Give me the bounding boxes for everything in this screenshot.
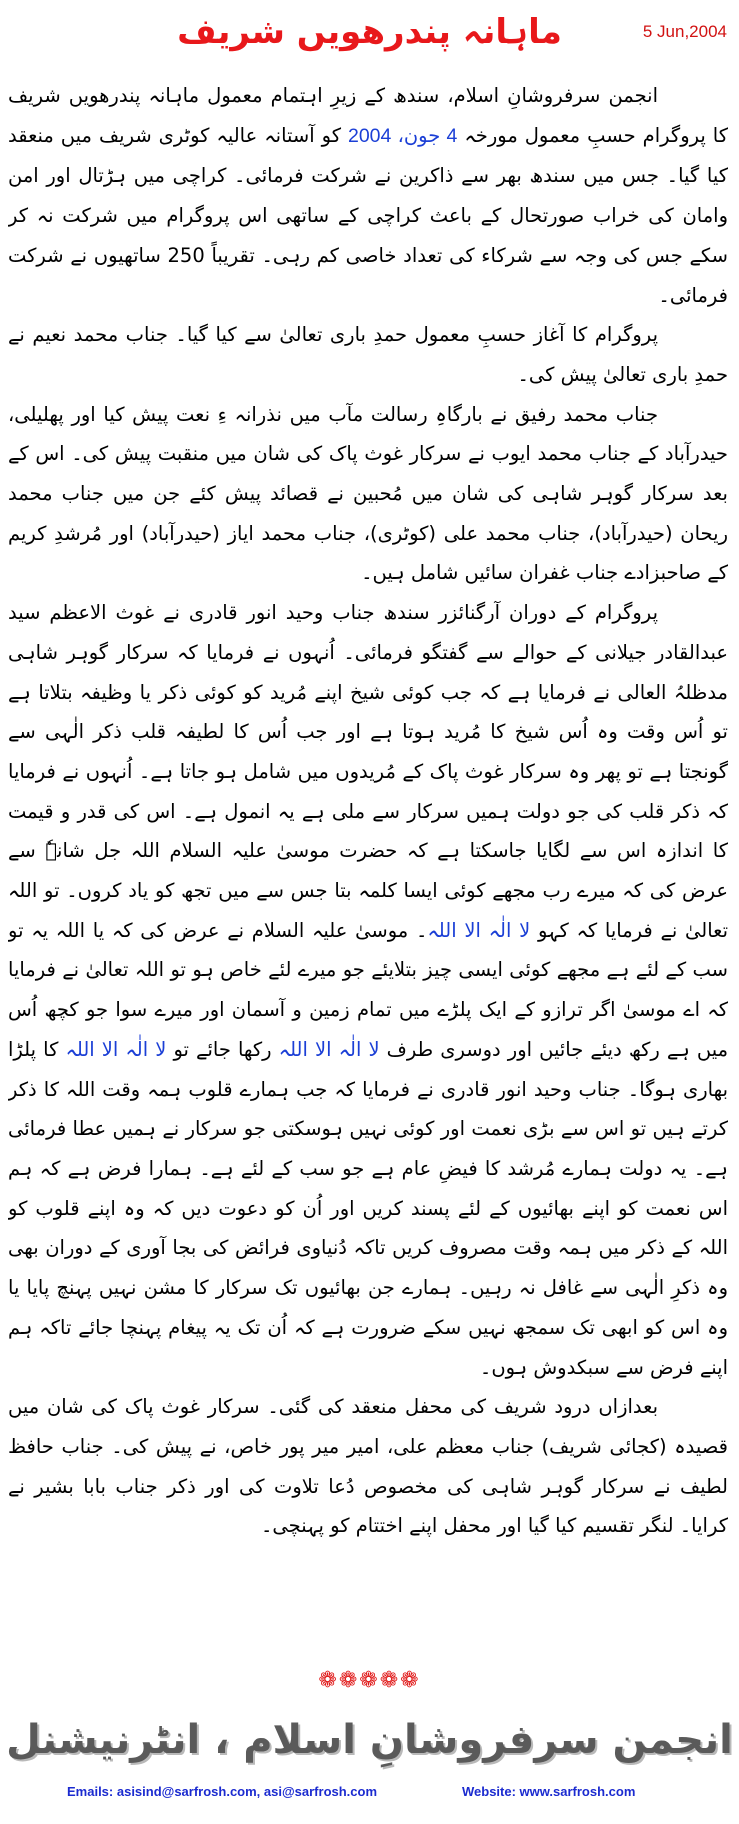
paragraph-opening: پروگرام کا آغاز حسبِ معمول حمدِ باری تعالیٰ سے کیا گیا۔ جناب محمد نعیم نے حمدِ باری تعالیٰ پیش کی۔ [8, 323, 728, 386]
page-title: ماہانہ پندرھویں شریف [177, 12, 562, 52]
speech-text-b: ۔ موسیٰ علیہ السلام نے عرض کی کہ یا اللہ یہ تو سب کے لئے ہے مجھے کوئی ایسی چیز بتلایئے جو میرے لئے خاص ہو تو اللہ تعالیٰ نے فرمایا کہ اے موسیٰ اگر ترازو کے ایک پلڑے میں تمام زمین و آسمان اور میرے سوا جو کچھ اُس میں ہے رکھ دیئے جائیں اور دوسری طرف [8, 918, 728, 1061]
website-link[interactable]: Website: www.sarfrosh.com [462, 1784, 636, 1799]
speech-text-a: پروگرام کے دوران آرگنائزر سندھ جناب وحید انور قادری نے غوث الاعظم سید عبدالقادر جیلانی کے حوالے سے گفتگو فرمائی۔ اُنہوں نے فرمایا کہ سرکار گوہر شاہی مدظلہُ العالی نے فرمایا ہے کہ جب کوئی شیخ اپنے مُرید کو کوئی ذکر یا وظیفہ بتلاتا ہے تو اُس وقت وہ اُس شیخ کا مُرید ہوتا ہے اور جب اُس کا لطیفہ قلب ذکر الٰہی سے گونجتا ہے تو پھر وہ سرکار غوث پاک کے مُریدوں میں شامل ہو جاتا ہے۔ اُنہوں نے فرمایا کہ ذکر قلب کی جو دولت ہمیں سرکار سے ملی ہے یہ انمول ہے۔ اس کی قدر و قیمت کا اندازہ اس سے لگایا جاسکتا ہے کہ حضرت موسیٰ علیہ السلام اللہ جل شانہٗ سے عرض کی کہ میرے رب مجھے کوئی ایسا کلمہ بتا جس سے میں تجھ کو یاد کروں۔ تو اللہ تعالیٰ نے فرمایا کہ کہو [8, 601, 728, 942]
paragraph-closing: بعدازاں درود شریف کی محفل منعقد کی گئی۔ سرکار غوث پاک کی شان میں قصیدہ (کجائی شریف) جناب معظم علی، امیر میر پور خاص، نے پیش کی۔ جناب حافظ لطیف نے سرکار گوہر شاہی کی مخصوص دُعا تلاوت کی اور ذکر جناب بابا بشیر نے کرایا۔ لنگر تقسیم کیا گیا اور محفل اپنے اختتام کو پہنچی۔ [8, 1395, 728, 1538]
flower-ornament-icon: ❁❁❁❁❁ [318, 1668, 421, 1693]
paragraph-intro [8, 76, 728, 315]
event-date-highlight: 4 جون، 2004 [347, 124, 458, 147]
article-body [8, 76, 728, 1666]
kalima-highlight-3: لا الٰہ الا اللہ [65, 1037, 167, 1061]
intro-text-b: کو آستانہ عالیہ کوٹری شریف میں منعقد کیا گیا۔ جس میں سندھ بھر سے ذاکرین نے شرکت فرمائی۔ کراچی میں ہڑتال اور امن وامان کی خراب صورتحال کے باعث کراچی کے ساتھی اس پروگرام میں شرکت نہ کر سکے جس کی وجہ سے شرکاء کی تعداد خاصی کم رہی۔ تقریباً 250 ساتھیوں نے شرکت فرمائی۔ [8, 123, 728, 307]
paragraph-speech [8, 593, 728, 1387]
emails-text[interactable]: Emails: asisind@sarfrosh.com, asi@sarfrosh.com [67, 1784, 378, 1799]
kalima-highlight-2: لا الٰہ الا اللہ [278, 1037, 380, 1061]
organization-name: انجمن سرفروشانِ اسلام ، انٹرنیشنل [6, 1717, 733, 1763]
speech-text-c: رکھا جائے تو [173, 1037, 272, 1061]
speech-text-d: کا پلڑا بھاری ہوگا۔ جناب وحید انور قادری نے فرمایا کہ جب ہمارے قلوب ہمہ وقت اللہ کا ذکر کرتے ہیں تو اس سے بڑی نعمت اور کوئی نہیں ہوسکتی جو سرکار نے ہمیں عطا فرمائی ہے۔ یہ دولت ہمارے مُرشد کا فیضِ عام ہے جو سب کے لئے ہے۔ ہمارا فرض ہے کہ ہم اس نعمت کو اپنے بھائیوں کے لئے پسند کریں اور اُن کو دعوت دیں کہ وہ اپنے قلوب کو اللہ کے ذکر میں ہمہ وقت مصروف کریں تاکہ دُنیاوی فرائض کی بجا آوری کے دوران بھی وہ ذکرِ الٰہی سے غافل نہ رہیں۔ ہمارے جن بھائیوں تک سرکار کا مشن نہیں پہنچ پایا یا وہ اس کو ابھی تک سمجھ نہیں سکے ضرورت ہے کہ اُن تک یہ پیغام پہنچا جائے تاکہ ہم اپنے فرض سے سبکدوش ہوں۔ [8, 1037, 728, 1379]
paragraph-naat: جناب محمد رفیق نے بارگاہِ رسالت مآب میں نذرانہ ءِ نعت پیش کیا اور پھلیلی، حیدرآباد کے جناب محمد ایوب نے سرکار غوث پاک کی شان میں منقبت پیش کی۔ اس کے بعد سرکار گوہر شاہی کی شان میں مُحبین نے قصائد پیش کئے جن میں جناب محمد ریحان (حیدرآباد)، جناب محمد علی (کوٹری)، جناب محمد ایاز (حیدرآباد) اور مُرشدِ کریم کے صاحبزادے جناب غفران سائیں شامل ہیں۔ [8, 402, 728, 585]
publish-date: 5 Jun,2004 [642, 22, 727, 41]
kalima-highlight-1: لا الٰہ الا اللہ [427, 918, 531, 942]
intro-text-a: انجمن سرفروشانِ اسلام، سندھ کے زیرِ اہتمام معمول ماہانہ پندرھویں شریف کا پروگرام حسبِ معمول مورخہ [8, 84, 728, 147]
